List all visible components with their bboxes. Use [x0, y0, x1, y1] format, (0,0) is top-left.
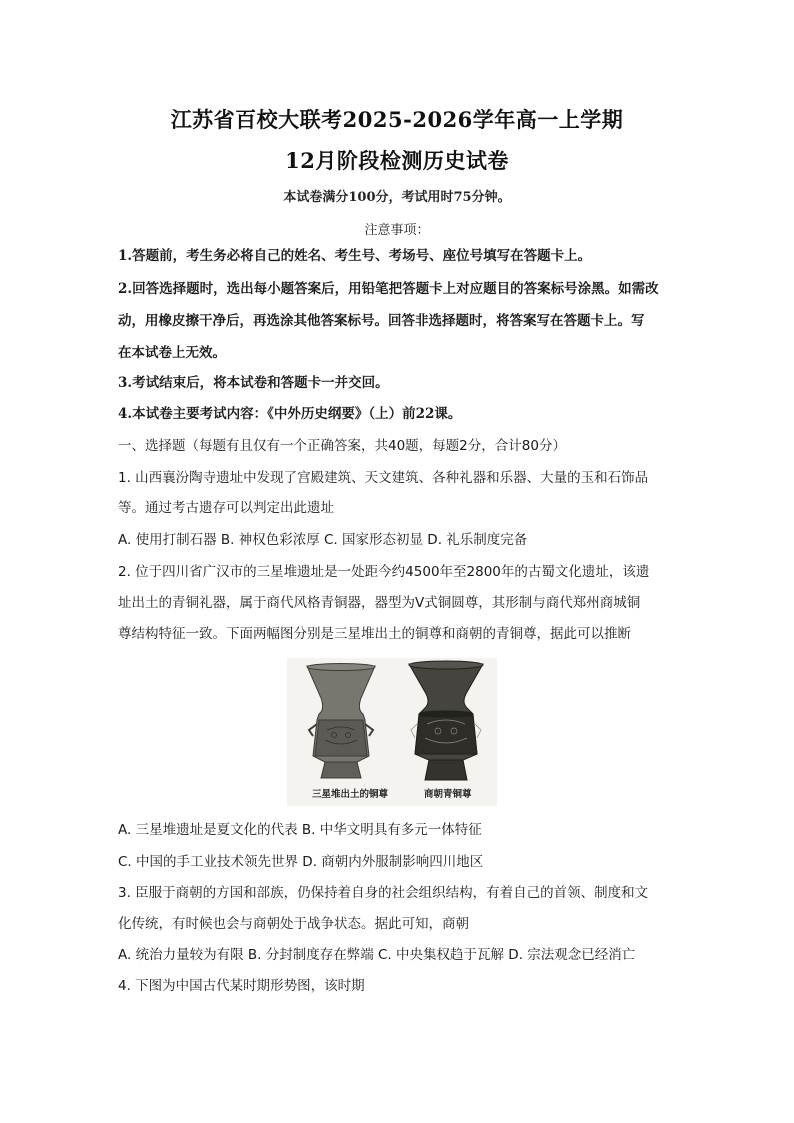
question-3-options: A. 统治力量较为有限 B. 分封制度存在弊端 C. 中央集权趋于瓦解 D. 宗法观念已经消亡 [118, 947, 636, 963]
notice-item-2-cont: 动，用橡皮擦干净后，再选涂其他答案标号。回答非选择题时，将答案写在答题卡上。写 [118, 313, 645, 329]
notice-item-2: 2.回答选择题时，选出每小题答案后，用铅笔把答题卡上对应题目的答案标号涂黑。如需改 [118, 281, 659, 297]
figure-caption-left: 三星堆出土的铜尊 [312, 789, 389, 800]
question-1-stem: 1. 山西襄汾陶寺遗址中发现了宫殿建筑、天文建筑、各种礼器和乐器、大量的玉和石饰品 [118, 470, 649, 486]
notice-item-2-end: 在本试卷上无效。 [118, 345, 226, 361]
question-4-stem: 4. 下图为中国古代某时期形势图，该时期 [118, 978, 365, 994]
section-heading: 一、选择题（每题有且仅有一个正确答案，共40题，每题2分，合计80分） [118, 438, 566, 454]
question-2-stem: 2. 位于四川省广汉市的三星堆遗址是一处距今约4500年至2800年的古蜀文化遗址，该遗 [118, 564, 650, 580]
question-3-stem-cont: 化传统，有时候也会与商朝处于战争状态。据此可知，商朝 [118, 916, 469, 932]
bronze-zun-illustration [287, 658, 497, 806]
question-1-options: A. 使用打制石器 B. 神权色彩浓厚 C. 国家形态初显 D. 礼乐制度完备 [118, 532, 528, 548]
exam-title-line2: 12月阶段检测历史试卷 [285, 148, 509, 173]
question-1-stem-cont: 等。通过考古遗存可以判定出此遗址 [118, 500, 334, 516]
notice-item-4: 4.本试卷主要考试内容：《中外历史纲要》（上）前22课。 [118, 406, 462, 422]
question-2-stem-cont1: 址出土的青铜礼器，属于商代风格青铜器，器型为V式铜圆尊，其形制与商代郑州商城铜 [118, 595, 641, 611]
figure-caption-right: 商朝青铜尊 [424, 789, 472, 800]
notice-item-1: 1.答题前，考生务必将自己的姓名、考生号、考场号、座位号填写在答题卡上。 [118, 248, 592, 264]
score-info: 本试卷满分100分，考试用时75分钟。 [283, 190, 511, 205]
question-2-stem-cont2: 尊结构特征一致。下面两幅图分别是三星堆出土的铜尊和商朝的青铜尊，据此可以推断 [118, 626, 631, 642]
notice-item-3: 3.考试结束后，将本试卷和答题卡一并交回。 [118, 375, 389, 391]
bronze-zun-figure [287, 658, 497, 806]
question-2-options-line2: C. 中国的手工业技术领先世界 D. 商朝内外服制影响四川地区 [118, 854, 484, 870]
exam-title-line1: 江苏省百校大联考2025-2026学年高一上学期 [170, 107, 624, 132]
notice-heading: 注意事项： [364, 223, 430, 238]
question-2-options-line1: A. 三星堆遗址是夏文化的代表 B. 中华文明具有多元一体特征 [118, 822, 482, 838]
question-3-stem: 3. 臣服于商朝的方国和部族，仍保持着自身的社会组织结构，有着自己的首领、制度和文 [118, 885, 649, 901]
